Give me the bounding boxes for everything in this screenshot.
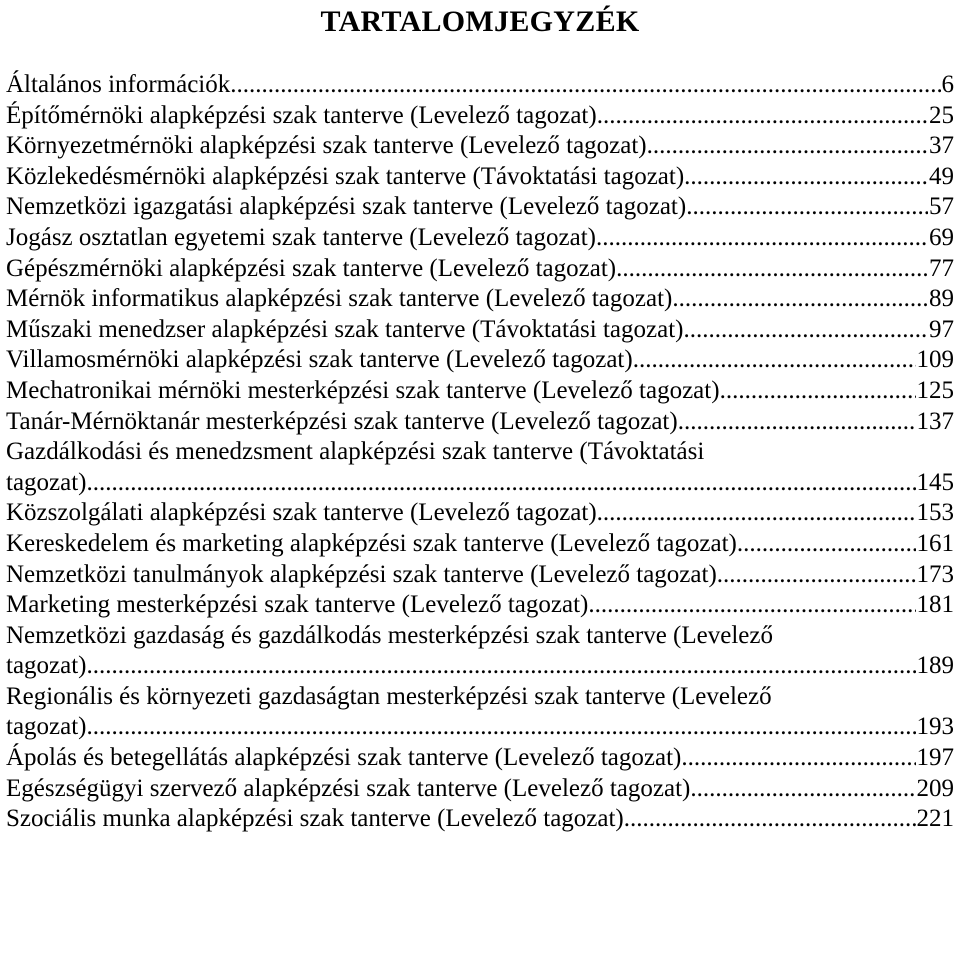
dot-leader bbox=[690, 774, 915, 805]
dot-leader bbox=[737, 529, 916, 560]
dot-leader bbox=[597, 498, 916, 529]
toc-entry-row bbox=[6, 804, 954, 835]
toc-entry[interactable] bbox=[6, 254, 954, 285]
toc-entry-title: Szociális munka alapképzési szak tanterve (Levelező tagozat) bbox=[6, 805, 624, 833]
toc-entry[interactable] bbox=[6, 223, 954, 254]
toc-entry-row bbox=[6, 315, 954, 346]
toc-entry-title: Kereskedelem és marketing alapképzési szak tanterve (Levelező tagozat) bbox=[6, 529, 737, 557]
toc-entry[interactable] bbox=[6, 774, 954, 805]
toc-entry-title: Nemzetközi tanulmányok alapképzési szak tanterve (Levelező tagozat) bbox=[6, 560, 717, 588]
toc-entry-page-number: 153 bbox=[916, 499, 954, 527]
toc-entry-title: Jogász osztatlan egyetemi szak tanterve (Levelező tagozat) bbox=[6, 223, 596, 251]
toc-entry-title: Tanár-Mérnöktanár mesterképzési szak tanterve (Levelező tagozat) bbox=[6, 407, 678, 435]
toc-entry-row bbox=[6, 743, 954, 774]
toc-entry-title-line1: Regionális és környezeti gazdaságtan mesterképzési szak tanterve (Levelező bbox=[6, 682, 772, 710]
toc-entry[interactable] bbox=[6, 70, 954, 101]
toc-entry-page-number: 145 bbox=[916, 468, 954, 496]
toc-entry-row bbox=[6, 192, 954, 223]
toc-entry[interactable] bbox=[6, 621, 954, 682]
toc-entry-row bbox=[6, 345, 954, 376]
toc-entry-row bbox=[6, 407, 954, 438]
toc-entry-page-number: 197 bbox=[916, 744, 954, 772]
toc-entry-page-number: 161 bbox=[916, 529, 954, 557]
toc-entry-title: Marketing mesterképzési szak tanterve (Levelező tagozat) bbox=[6, 591, 589, 619]
dot-leader bbox=[684, 162, 928, 193]
dot-leader bbox=[633, 345, 916, 376]
toc-entry-page-number: 57 bbox=[929, 193, 954, 221]
toc-entry[interactable] bbox=[6, 590, 954, 621]
toc-entry[interactable] bbox=[6, 560, 954, 591]
toc-entry-title: Mechatronikai mérnöki mesterképzési szak tanterve (Levelező tagozat) bbox=[6, 376, 720, 404]
dot-leader bbox=[686, 192, 928, 223]
dot-leader bbox=[230, 70, 940, 101]
toc-entry-page-number: 77 bbox=[929, 254, 954, 282]
toc-entry-title: Építőmérnöki alapképzési szak tanterve (Levelező tagozat) bbox=[6, 101, 597, 129]
toc-entry-row bbox=[6, 498, 954, 529]
dot-leader bbox=[717, 560, 916, 591]
toc-entry-row bbox=[6, 376, 954, 407]
toc-entry-page-number: 221 bbox=[916, 805, 954, 833]
toc-entry-page-number: 49 bbox=[929, 162, 954, 190]
toc-entry[interactable] bbox=[6, 315, 954, 346]
toc-entry-title: Közszolgálati alapképzési szak tanterve (Levelező tagozat) bbox=[6, 499, 597, 527]
toc-entry-page-number: 6 bbox=[941, 71, 954, 98]
dot-leader bbox=[596, 223, 928, 254]
toc-entry-row bbox=[6, 162, 954, 193]
toc-entry-row bbox=[6, 101, 954, 132]
toc-entry-row bbox=[6, 468, 954, 499]
toc-entry-title: Közlekedésmérnöki alapképzési szak tanterve (Távoktatási tagozat) bbox=[6, 162, 685, 190]
toc-entry-title: Gépészmérnöki alapképzési szak tanterve (Levelező tagozat) bbox=[6, 254, 617, 282]
toc-entry-page-number: 181 bbox=[916, 591, 954, 619]
toc-entry-row bbox=[6, 131, 954, 162]
toc-entry-row bbox=[6, 712, 954, 743]
dot-leader bbox=[588, 590, 915, 621]
toc-entry-title: tagozat) bbox=[6, 652, 87, 680]
dot-leader bbox=[597, 101, 928, 132]
dot-leader bbox=[678, 407, 916, 438]
toc-entry-page-number: 209 bbox=[916, 774, 954, 802]
dot-leader bbox=[683, 315, 928, 346]
toc-entry-title-line1: Nemzetközi gazdaság és gazdálkodás mesterképzési szak tanterve (Levelező bbox=[6, 621, 773, 649]
toc-entry-page-number: 89 bbox=[929, 285, 954, 313]
toc-entry-row bbox=[6, 560, 954, 591]
toc-entry-title: Környezetmérnöki alapképzési szak tanterve (Levelező tagozat) bbox=[6, 132, 647, 160]
toc-entry[interactable] bbox=[6, 529, 954, 560]
toc-entry-row bbox=[6, 529, 954, 560]
toc-entry-page-number: 125 bbox=[916, 376, 954, 404]
dot-leader bbox=[87, 651, 916, 682]
toc-entry[interactable] bbox=[6, 376, 954, 407]
toc-entry-page-number: 37 bbox=[929, 132, 954, 160]
toc-entry[interactable] bbox=[6, 284, 954, 315]
toc-entry-title-line1: Gazdálkodási és menedzsment alapképzési szak tanterve (Távoktatási bbox=[6, 438, 705, 466]
toc-entry[interactable] bbox=[6, 804, 954, 835]
dot-leader bbox=[624, 804, 916, 835]
page-title: TARTALOMJEGYZÉK bbox=[320, 5, 640, 38]
toc-entry-title: tagozat) bbox=[6, 713, 87, 741]
dot-leader bbox=[616, 254, 928, 285]
toc-entry-row bbox=[6, 254, 954, 285]
toc-entry[interactable] bbox=[6, 101, 954, 132]
table-of-contents bbox=[6, 70, 954, 835]
toc-entry-row bbox=[6, 70, 954, 101]
toc-entry-page-number: 97 bbox=[929, 315, 954, 343]
toc-entry[interactable] bbox=[6, 192, 954, 223]
toc-entry-page-number: 25 bbox=[929, 101, 954, 129]
toc-entry-page-number: 137 bbox=[916, 407, 954, 435]
toc-entry[interactable] bbox=[6, 498, 954, 529]
toc-entry-title: Ápolás és betegellátás alapképzési szak tanterve (Levelező tagozat) bbox=[6, 744, 682, 772]
toc-entry-title: Általános információk bbox=[6, 71, 231, 98]
toc-entry-page-number: 193 bbox=[916, 713, 954, 741]
title-spacer bbox=[6, 46, 954, 70]
toc-entry-row bbox=[6, 223, 954, 254]
dot-leader bbox=[720, 376, 916, 407]
dot-leader bbox=[647, 131, 928, 162]
toc-entry-title: Nemzetközi igazgatási alapképzési szak tanterve (Levelező tagozat) bbox=[6, 193, 687, 221]
toc-entry-row bbox=[6, 774, 954, 805]
toc-entry[interactable] bbox=[6, 131, 954, 162]
toc-entry-row bbox=[6, 651, 954, 682]
toc-entry[interactable] bbox=[6, 437, 954, 498]
toc-entry[interactable] bbox=[6, 345, 954, 376]
dot-leader bbox=[87, 468, 916, 499]
dot-leader bbox=[87, 712, 916, 743]
toc-entry[interactable] bbox=[6, 407, 954, 438]
toc-entry-title: Villamosmérnöki alapképzési szak tanterve (Levelező tagozat) bbox=[6, 346, 633, 374]
toc-entry-page-number: 69 bbox=[929, 223, 954, 251]
toc-entry-page-number: 173 bbox=[916, 560, 954, 588]
toc-entry-page-number: 109 bbox=[916, 346, 954, 374]
toc-entry-row bbox=[6, 590, 954, 621]
toc-entry[interactable] bbox=[6, 162, 954, 193]
toc-entry[interactable] bbox=[6, 743, 954, 774]
toc-entry-page-number: 189 bbox=[916, 652, 954, 680]
toc-entry[interactable] bbox=[6, 682, 954, 743]
dot-leader bbox=[681, 743, 915, 774]
toc-entry-row bbox=[6, 284, 954, 315]
dot-leader bbox=[672, 284, 928, 315]
toc-entry-title: Műszaki menedzser alapképzési szak tanterve (Távoktatási tagozat) bbox=[6, 315, 684, 343]
toc-entry-title: Egészségügyi szervező alapképzési szak tanterve (Levelező tagozat) bbox=[6, 774, 691, 802]
toc-entry-title: Mérnök informatikus alapképzési szak tanterve (Levelező tagozat) bbox=[6, 285, 673, 313]
toc-entry-title: tagozat) bbox=[6, 468, 87, 496]
